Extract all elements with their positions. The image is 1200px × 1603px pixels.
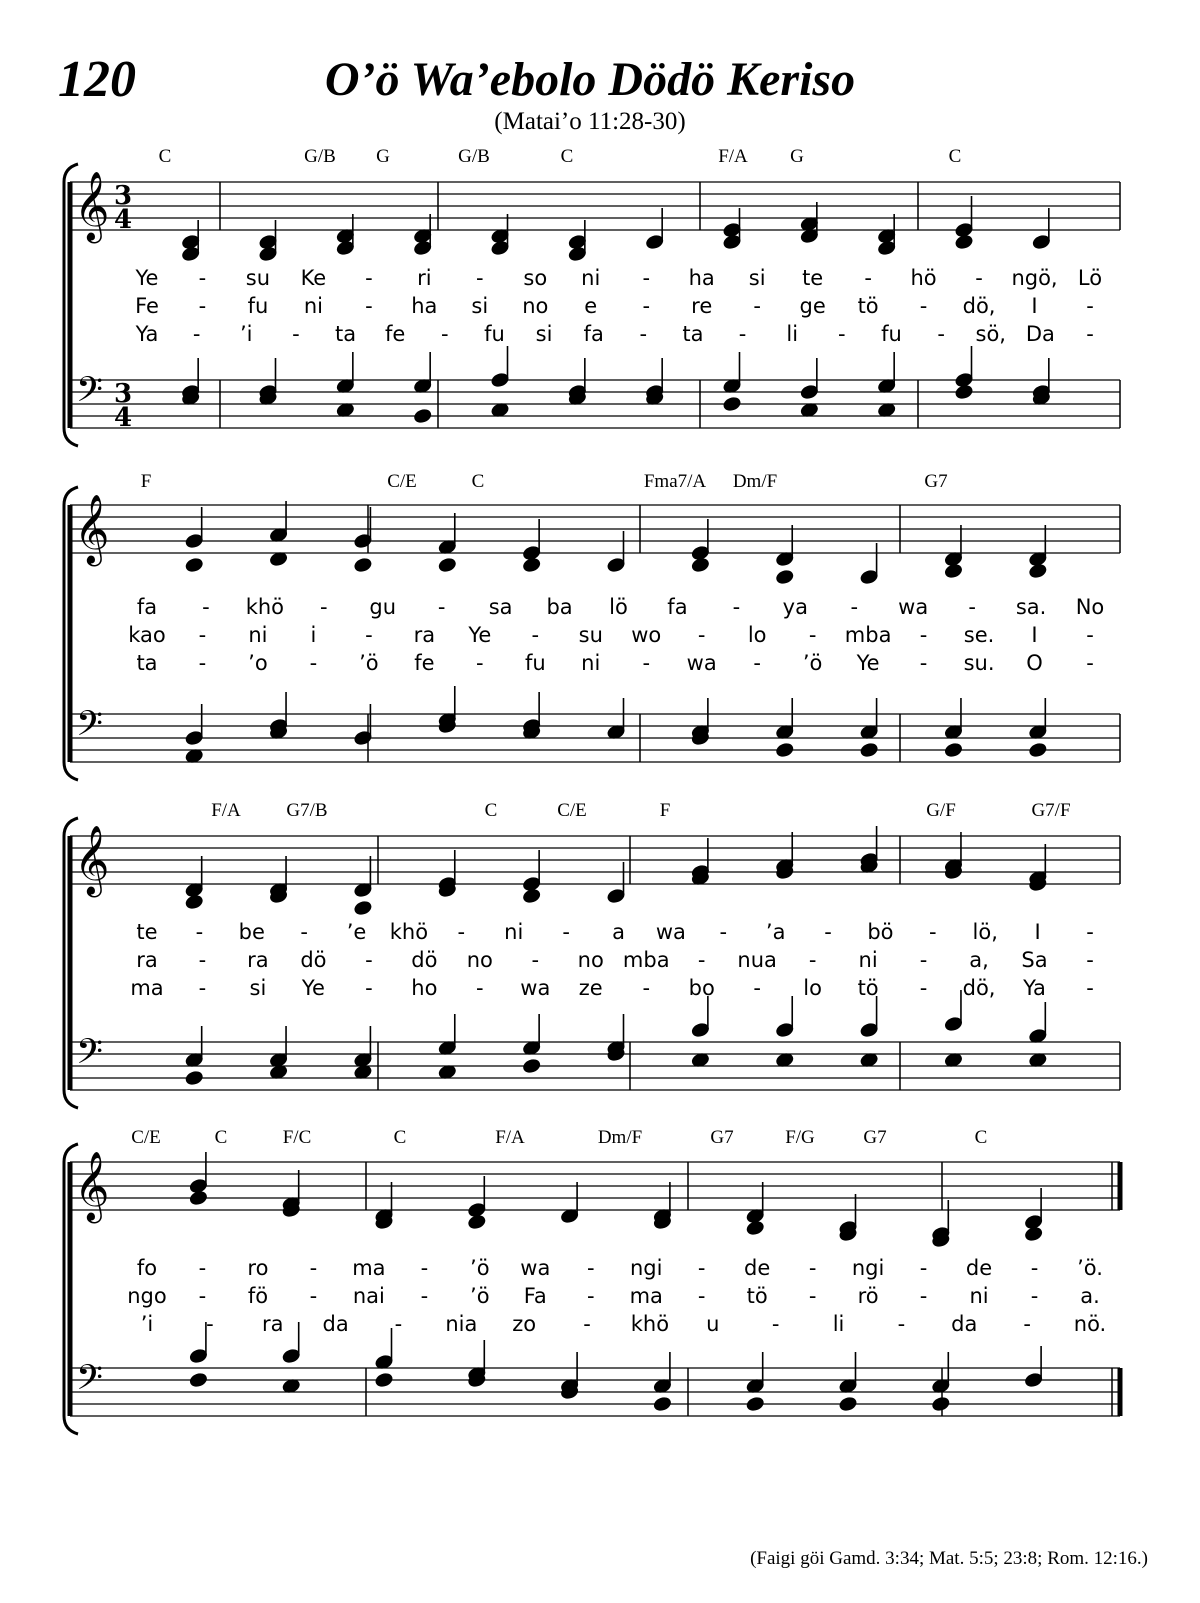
lyric-hyphen: - [642, 294, 651, 318]
lyric-hyphen: - [531, 948, 540, 972]
lyric-syllable: fe [384, 322, 406, 346]
lyric-syllable: lö [609, 595, 628, 619]
lyric-syllable: fu [247, 294, 269, 318]
lyric-hyphen: - [1023, 1312, 1031, 1336]
lyric-hyphen: - [420, 1256, 429, 1280]
cross-reference-footnote: (Faigi göi Gamd. 3:34; Mat. 5:5; 23:8; Rom. 12:16.) [750, 1548, 1148, 1569]
chord-symbol: C/E [387, 471, 417, 492]
lyric-hyphen: - [300, 920, 308, 944]
lyric-syllable: wa [686, 651, 717, 675]
lyric-hyphen: - [642, 976, 651, 1000]
lyric-syllable: sö, [975, 322, 1006, 346]
lyric-syllable: No [1075, 595, 1105, 619]
lyric-syllable: lo [747, 623, 767, 647]
lyric-hyphen: - [365, 294, 373, 318]
lyric-syllable: hö [910, 266, 937, 290]
lyric-syllable: lo [803, 976, 822, 1000]
lyric-hyphen: - [365, 948, 373, 972]
lyric-hyphen: - [1030, 1284, 1039, 1308]
lyric-hyphen: - [394, 1312, 403, 1336]
lyric-syllable: Fe [135, 294, 159, 318]
lyric-syllable: ro [247, 1256, 269, 1280]
lyric-syllable: Ye [135, 266, 159, 290]
chord-symbol: G7 [710, 1127, 734, 1148]
chord-symbol: G/F [926, 800, 956, 821]
lyric-syllable: nua [737, 948, 777, 972]
lyric-syllable: su [245, 266, 271, 290]
lyric-syllable: ’ö [359, 651, 379, 675]
lyric-syllable: li [832, 1312, 845, 1336]
lyric-hyphen: - [531, 623, 540, 647]
lyric-syllable: re [691, 294, 713, 318]
lyric-syllable: ni [581, 651, 601, 675]
lyric-syllable: no [577, 948, 604, 972]
lyric-syllable: wa [520, 976, 551, 1000]
chord-symbol: G/B [458, 146, 490, 167]
treble-note [438, 557, 457, 574]
lyric-hyphen: - [1030, 1256, 1039, 1280]
lyric-syllable: khö [245, 595, 285, 619]
lyric-syllable: ra [261, 1312, 284, 1336]
lyric-hyphen: - [838, 322, 846, 346]
lyric-syllable: fo [136, 1256, 158, 1280]
lyric-hyphen: - [1086, 322, 1094, 346]
lyric-syllable: Lö [1077, 266, 1103, 290]
lyric-syllable: wa [898, 595, 929, 619]
treble-staff [70, 505, 1120, 553]
lyric-syllable: fö [247, 1284, 269, 1308]
chord-symbol: C [560, 146, 574, 167]
lyric-syllable: be [238, 920, 265, 944]
chord-symbol: C/E [131, 1127, 161, 1148]
lyric-syllable: no [522, 294, 549, 318]
lyric-hyphen: - [697, 1256, 706, 1280]
lyric-hyphen: - [586, 1284, 595, 1308]
lyric-syllable: ’ö [470, 1256, 490, 1280]
chord-symbol: C [948, 146, 962, 167]
lyric-syllable: kao [128, 623, 166, 647]
lyric-syllable: ngo [127, 1284, 167, 1308]
lyric-hyphen: - [365, 976, 373, 1000]
lyric-syllable: de [965, 1256, 993, 1280]
lyric-syllable: ngö, [1011, 266, 1058, 290]
lyric-syllable: te [802, 266, 824, 290]
chord-symbol: C/E [557, 800, 587, 821]
lyric-hyphen: - [365, 266, 373, 290]
lyric-syllable: wa [655, 920, 686, 944]
chord-symbol: C [393, 1127, 407, 1148]
lyric-hyphen: - [1086, 623, 1094, 647]
lyric-syllable: ta [136, 651, 158, 675]
lyric-syllable: si [748, 266, 766, 290]
lyric-syllable: wa [520, 1256, 551, 1280]
lyric-hyphen: - [476, 976, 484, 1000]
lyric-syllable: bo [688, 976, 715, 1000]
lyric-hyphen: - [753, 294, 761, 318]
chord-symbol: F/C [282, 1127, 312, 1148]
lyric-hyphen: - [808, 948, 817, 972]
lyric-syllable: mba [844, 623, 892, 647]
bass-staff [70, 1368, 1120, 1416]
lyric-hyphen: - [198, 266, 207, 290]
lyric-syllable: ni [858, 948, 878, 972]
lyric-syllable: Ke [300, 266, 327, 290]
lyric-syllable: ha [688, 266, 715, 290]
lyric-hyphen: - [198, 623, 207, 647]
lyric-syllable: ge [799, 294, 826, 318]
lyric-hyphen: - [476, 651, 484, 675]
time-signature-bottom: 4 [114, 205, 133, 235]
chord-symbol: C [974, 1127, 988, 1148]
lyric-hyphen: - [771, 1312, 780, 1336]
lyric-hyphen: - [642, 266, 651, 290]
lyric-hyphen: - [365, 623, 373, 647]
chord-symbol: G/B [304, 146, 336, 167]
lyric-syllable: gu [369, 595, 397, 619]
lyric-hyphen: - [753, 651, 761, 675]
lyric-hyphen: - [937, 322, 945, 346]
lyric-syllable: Sa [1021, 948, 1048, 972]
lyric-hyphen: - [198, 976, 207, 1000]
chord-symbol: G [376, 146, 390, 167]
lyric-syllable: se. [963, 623, 995, 647]
lyric-syllable: ’ö [802, 651, 823, 675]
lyric-syllable: fu [484, 322, 505, 346]
lyric-syllable: dö [411, 948, 438, 972]
bass-clef: 𝄢 [76, 703, 104, 752]
lyric-syllable: so [523, 266, 548, 290]
lyric-syllable: nö. [1073, 1312, 1107, 1336]
lyric-syllable: a, [969, 948, 989, 972]
lyric-hyphen: - [929, 920, 937, 944]
lyric-syllable: ni [248, 623, 268, 647]
treble-note [353, 557, 372, 574]
lyric-syllable: fa [667, 595, 688, 619]
chord-symbol: G [790, 146, 804, 167]
lyric-syllable: ri [417, 266, 432, 290]
lyric-syllable: ha [411, 294, 438, 318]
lyric-hyphen: - [808, 1256, 817, 1280]
hymn-number: 120 [58, 51, 136, 108]
lyric-syllable: u [706, 1312, 720, 1336]
lyric-hyphen: - [732, 595, 741, 619]
lyric-syllable: ’ö. [1077, 1256, 1103, 1280]
lyric-syllable: Ye [301, 976, 325, 1000]
lyric-syllable: ze [578, 976, 603, 1000]
chord-symbol: Dm/F [597, 1127, 643, 1148]
treble-clef: 𝄞 [74, 825, 110, 895]
lyric-syllable: si [249, 976, 267, 1000]
lyric-syllable: ’i [240, 322, 253, 346]
score-system [64, 1127, 1120, 1434]
lyric-syllable: ta [334, 322, 357, 346]
lyric-syllable: sa. [1015, 595, 1047, 619]
lyric-syllable: Ya [135, 322, 159, 346]
lyric-syllable: fu [524, 651, 546, 675]
lyric-hyphen: - [738, 322, 747, 346]
lyric-hyphen: - [719, 920, 728, 944]
lyric-syllable: khö [389, 920, 429, 944]
lyric-syllable: li [786, 322, 799, 346]
lyric-syllable: I [1034, 920, 1041, 944]
time-signature-top: 3 [114, 181, 133, 211]
lyric-syllable: ho [411, 976, 438, 1000]
lyric-syllable: fa [583, 322, 604, 346]
hymn-title: O’ö Wa’ebolo Dödö Keriso [324, 53, 856, 106]
lyric-syllable: ta [682, 322, 704, 346]
lyric-hyphen: - [437, 595, 446, 619]
lyric-syllable: e [584, 294, 598, 318]
lyric-syllable: fu [881, 322, 902, 346]
lyric-hyphen: - [586, 1256, 595, 1280]
lyric-hyphen: - [198, 1256, 207, 1280]
lyric-syllable: tö [746, 1284, 768, 1308]
lyric-syllable: ni [303, 294, 323, 318]
lyric-syllable: dö [300, 948, 327, 972]
lyric-hyphen: - [975, 266, 983, 290]
lyric-syllable: da [322, 1312, 349, 1336]
lyric-syllable: mba [622, 948, 670, 972]
lyric-syllable: ni [581, 266, 601, 290]
lyric-syllable: ma [352, 1256, 386, 1280]
lyric-syllable: Ya [1023, 976, 1046, 1000]
lyric-hyphen: - [292, 322, 300, 346]
lyric-syllable: I [1031, 294, 1038, 318]
chord-symbol: F/A [211, 800, 241, 821]
lyric-syllable: ngi [629, 1256, 663, 1280]
lyric-hyphen: - [420, 1284, 429, 1308]
lyric-syllable: tö [857, 294, 879, 318]
lyric-syllable: Ye [856, 651, 880, 675]
lyric-syllable: no [466, 948, 493, 972]
lyric-hyphen: - [1086, 920, 1094, 944]
lyric-syllable: nai [352, 1284, 385, 1308]
lyric-syllable: dö, [962, 976, 996, 1000]
lyric-hyphen: - [808, 623, 817, 647]
lyric-hyphen: - [198, 651, 207, 675]
lyric-syllable: ni [969, 1284, 989, 1308]
chord-symbol: G7/B [286, 800, 328, 821]
chord-symbol: G7 [924, 471, 948, 492]
treble-staff [70, 836, 1120, 884]
lyric-syllable: bö [867, 920, 894, 944]
treble-clef: 𝄞 [74, 494, 110, 564]
chord-symbol: F/A [495, 1127, 525, 1148]
lyric-hyphen: - [697, 623, 706, 647]
treble-note [353, 900, 372, 917]
lyric-syllable: ma [629, 1284, 663, 1308]
chord-symbol: F [659, 800, 671, 821]
lyric-hyphen: - [639, 322, 648, 346]
bass-staff [70, 1042, 1120, 1090]
lyric-syllable: rö [857, 1284, 879, 1308]
chord-symbol: F [140, 471, 152, 492]
lyric-hyphen: - [198, 948, 207, 972]
treble-staff [70, 182, 1120, 230]
chord-symbol: C [471, 471, 485, 492]
lyric-hyphen: - [642, 651, 651, 675]
lyric-syllable: nia [445, 1312, 478, 1336]
lyric-hyphen: - [919, 294, 928, 318]
lyric-syllable: O [1026, 651, 1043, 675]
lyric-hyphen: - [919, 948, 928, 972]
chord-symbol: G7 [863, 1127, 887, 1148]
lyric-hyphen: - [562, 920, 570, 944]
lyric-hyphen: - [1086, 294, 1094, 318]
lyric-hyphen: - [864, 266, 872, 290]
lyric-hyphen: - [202, 595, 210, 619]
lyric-syllable: ra [413, 623, 436, 647]
lyric-syllable: Da [1025, 322, 1055, 346]
treble-note [184, 557, 203, 574]
chord-symbol: Dm/F [732, 471, 778, 492]
chord-symbol: G7/F [1031, 800, 1071, 821]
lyric-hyphen: - [897, 1312, 906, 1336]
lyric-syllable: Ye [468, 623, 492, 647]
lyric-hyphen: - [457, 920, 466, 944]
bass-clef: 𝄢 [76, 369, 104, 418]
lyric-syllable: wo [631, 623, 662, 647]
chord-symbol: F/A [718, 146, 748, 167]
lyric-syllable: fe [414, 651, 435, 675]
lyric-hyphen: - [1086, 651, 1094, 675]
lyric-hyphen: - [824, 920, 832, 944]
lyric-hyphen: - [476, 266, 484, 290]
lyric-syllable: i [310, 623, 317, 647]
bass-clef: 𝄢 [76, 1031, 104, 1080]
lyric-syllable: ngi [851, 1256, 885, 1280]
chord-symbol: Fma7/A [643, 471, 707, 492]
lyric-hyphen: - [320, 595, 328, 619]
lyric-hyphen: - [198, 294, 207, 318]
lyric-hyphen: - [968, 595, 976, 619]
lyric-syllable: ma [130, 976, 164, 1000]
lyric-hyphen: - [919, 1256, 928, 1280]
lyric-hyphen: - [919, 623, 928, 647]
lyric-syllable: Fa [523, 1284, 547, 1308]
lyric-hyphen: - [192, 322, 201, 346]
lyric-syllable: ra [247, 948, 269, 972]
lyric-syllable: ni [504, 920, 524, 944]
lyric-hyphen: - [1086, 976, 1094, 1000]
lyric-syllable: da [951, 1312, 978, 1336]
chord-symbol: C [214, 1127, 228, 1148]
lyric-hyphen: - [808, 1284, 817, 1308]
lyric-hyphen: - [850, 595, 859, 619]
lyric-hyphen: - [206, 1312, 214, 1336]
lyric-syllable: ’a [765, 920, 786, 944]
chord-symbol: C [484, 800, 498, 821]
chord-symbol: C [158, 146, 172, 167]
lyric-hyphen: - [198, 1284, 207, 1308]
lyric-syllable: ba [546, 595, 573, 619]
lyric-hyphen: - [583, 1312, 591, 1336]
score-system [64, 800, 1120, 1108]
lyric-syllable: ’ö [470, 1284, 490, 1308]
lyric-syllable: a [612, 920, 625, 944]
lyric-hyphen: - [195, 920, 204, 944]
lyric-syllable: fa [136, 595, 158, 619]
lyric-syllable: ’e [346, 920, 367, 944]
lyric-syllable: si [535, 322, 553, 346]
lyric-hyphen: - [697, 1284, 706, 1308]
lyric-syllable: de [744, 1256, 771, 1280]
chord-symbol: F/G [785, 1127, 815, 1148]
scripture-reference: (Matai’o 11:28-30) [494, 108, 686, 135]
treble-note [775, 569, 794, 586]
lyric-hyphen: - [919, 651, 928, 675]
lyric-hyphen: - [919, 976, 928, 1000]
lyric-syllable: lö, [972, 920, 998, 944]
lyric-syllable: sa [488, 595, 513, 619]
lyric-syllable: ’i [140, 1312, 154, 1336]
lyric-syllable: su. [963, 651, 995, 675]
lyric-hyphen: - [309, 1256, 318, 1280]
lyric-syllable: I [1031, 623, 1038, 647]
lyric-syllable: su [578, 623, 603, 647]
lyric-hyphen: - [753, 976, 761, 1000]
lyric-syllable: ra [136, 948, 158, 972]
lyric-hyphen: - [1086, 948, 1094, 972]
lyric-hyphen: - [309, 1284, 318, 1308]
bass-staff [70, 714, 1120, 762]
lyric-syllable: tö [857, 976, 879, 1000]
lyric-syllable: dö, [962, 294, 996, 318]
treble-clef: 𝄞 [74, 1151, 110, 1221]
lyric-hyphen: - [441, 322, 449, 346]
bass-clef: 𝄢 [76, 1357, 104, 1406]
lyric-hyphen: - [697, 948, 706, 972]
lyric-syllable: zo [512, 1312, 537, 1336]
lyric-syllable: te [136, 920, 158, 944]
lyric-hyphen: - [919, 1284, 928, 1308]
lyric-hyphen: - [309, 651, 318, 675]
lyric-syllable: ya [782, 595, 808, 619]
time-signature-bottom: 4 [114, 403, 133, 433]
score-system [64, 146, 1120, 446]
time-signature-top: 3 [114, 379, 133, 409]
lyric-syllable: ’o [248, 651, 268, 675]
lyric-syllable: a. [1080, 1284, 1100, 1308]
treble-clef: 𝄞 [74, 171, 110, 241]
lyric-syllable: si [471, 294, 489, 318]
lyric-syllable: khö [630, 1312, 670, 1336]
treble-staff [70, 1162, 1120, 1210]
